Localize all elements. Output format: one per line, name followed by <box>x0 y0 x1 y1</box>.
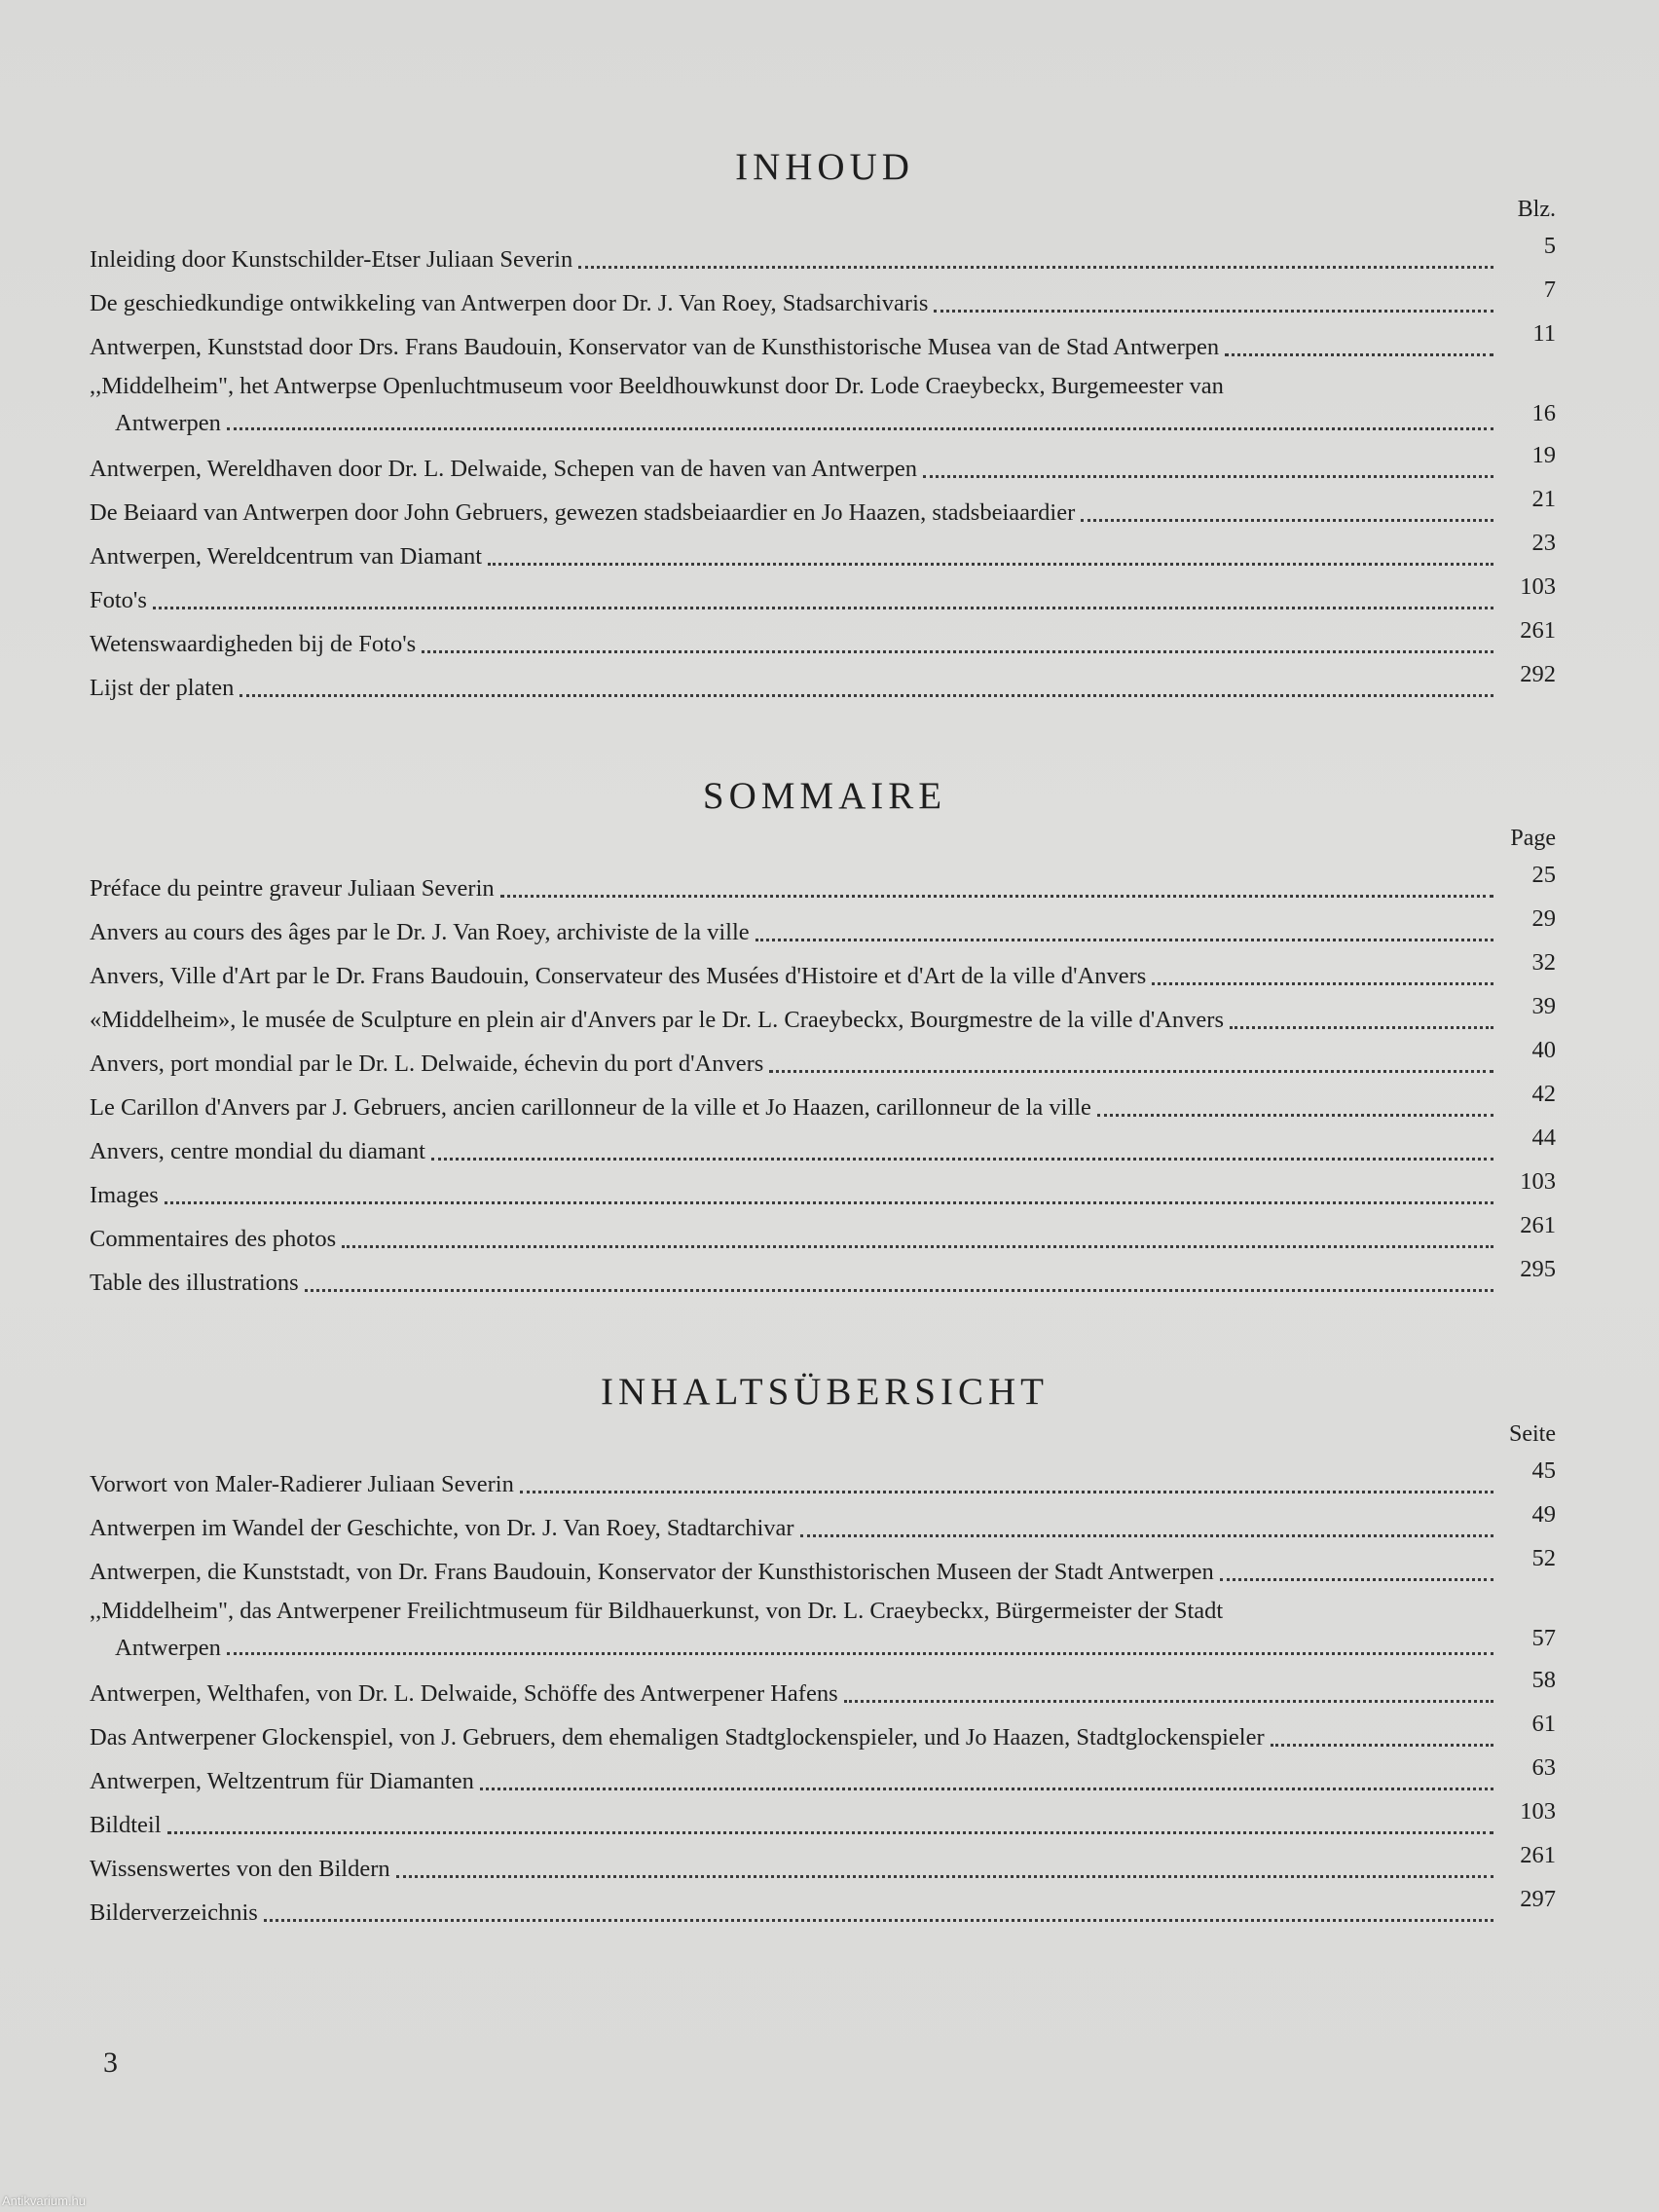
entry-title: Lijst der platen <box>90 675 235 701</box>
entry-page-number: 103 <box>1520 1168 1556 1195</box>
entry-title: Anvers au cours des âges par le Dr. J. Van Roey, archiviste de la ville <box>90 919 750 945</box>
entry-title: Foto's <box>90 587 147 613</box>
dot-leader <box>488 562 1493 566</box>
toc-entry <box>90 1842 1560 1891</box>
toc-entry <box>90 1886 1560 1935</box>
entry-title: Bilderverzeichnis <box>90 1899 258 1926</box>
dot-leader <box>431 1157 1493 1161</box>
dot-leader <box>167 1830 1494 1834</box>
entry-title: Bildteil <box>90 1812 162 1838</box>
entry-page-number: 25 <box>1531 862 1556 888</box>
toc-entry <box>90 1168 1560 1217</box>
toc-list <box>90 862 1560 1305</box>
entry-page-number: 11 <box>1532 320 1556 347</box>
dot-leader <box>396 1874 1493 1878</box>
toc-entry <box>90 486 1560 535</box>
entry-page-number: 52 <box>1531 1545 1556 1571</box>
entry-title: Antwerpen <box>115 410 221 436</box>
entry-page-number: 21 <box>1531 486 1556 512</box>
entry-title: Anvers, centre mondial du diamant <box>90 1138 425 1164</box>
dot-leader <box>500 894 1493 898</box>
dot-leader <box>1220 1577 1493 1581</box>
dot-leader <box>305 1288 1493 1292</box>
dot-leader <box>769 1069 1493 1073</box>
toc-list <box>90 1457 1560 1935</box>
entry-title: Antwerpen, die Kunststadt, von Dr. Frans Baudouin, Konservator der Kunsthistorischen Museen der Stadt Antwerpen <box>90 1559 1214 1585</box>
toc-entry <box>90 1081 1560 1129</box>
entry-title: Images <box>90 1182 159 1208</box>
dot-leader <box>240 693 1493 697</box>
dot-leader <box>227 426 1493 430</box>
dot-leader <box>1225 352 1493 356</box>
page-column-heading: Page <box>1510 826 1556 851</box>
toc-list <box>90 233 1560 710</box>
entry-page-number: 61 <box>1531 1711 1556 1737</box>
entry-page-number: 5 <box>1543 233 1556 259</box>
toc-entry <box>90 661 1560 710</box>
dot-leader <box>934 309 1493 313</box>
entry-title: Le Carillon d'Anvers par J. Gebruers, ancien carillonneur de la ville et Jo Haazen, carillonneur de la ville <box>90 1094 1091 1121</box>
entry-page-number: 103 <box>1520 1798 1556 1825</box>
dot-leader <box>342 1244 1493 1248</box>
entry-title: Antwerpen, Wereldhaven door Dr. L. Delwaide, Schepen van de haven van Antwerpen <box>90 456 918 482</box>
entry-page-number: 44 <box>1531 1124 1556 1151</box>
toc-entry <box>90 905 1560 954</box>
entry-page-number: 57 <box>1531 1625 1556 1651</box>
toc-entry <box>90 369 1560 447</box>
toc-entry <box>90 1667 1560 1715</box>
entry-title: Wissenswertes von den Bildern <box>90 1856 390 1882</box>
entry-page-number: 40 <box>1531 1037 1556 1063</box>
toc-section-inhoud <box>90 144 1560 710</box>
toc-entry <box>90 1798 1560 1847</box>
dot-leader <box>1152 981 1493 985</box>
toc-entry <box>90 530 1560 578</box>
toc-entry <box>90 1594 1560 1672</box>
entry-page-number: 261 <box>1520 1212 1556 1238</box>
entry-title-line1: ,,Middelheim", das Antwerpener Freilichtmuseum für Bildhauerkunst, von Dr. L. Craeybeckx, Bürgermeister der Stadt <box>90 1598 1224 1624</box>
toc-entry <box>90 1457 1560 1506</box>
entry-page-number: 58 <box>1531 1667 1556 1693</box>
toc-section-sommaire <box>90 773 1560 1305</box>
entry-page-number: 42 <box>1531 1081 1556 1107</box>
entry-page-number: 297 <box>1520 1886 1556 1912</box>
dot-leader <box>422 649 1493 653</box>
dot-leader <box>520 1490 1493 1493</box>
toc-entry <box>90 1256 1560 1305</box>
entry-page-number: 63 <box>1531 1754 1556 1781</box>
entry-page-number: 23 <box>1531 530 1556 556</box>
entry-page-number: 261 <box>1520 1842 1556 1868</box>
entry-title: Das Antwerpener Glockenspiel, von J. Gebruers, dem ehemaligen Stadtglockenspieler, und Jo Haazen, Stadtglockenspieler <box>90 1724 1265 1751</box>
toc-entry <box>90 442 1560 491</box>
entry-title: De geschiedkundige ontwikkeling van Antwerpen door Dr. J. Van Roey, Stadsarchivaris <box>90 290 929 316</box>
entry-title: Wetenswaardigheden bij de Foto's <box>90 631 417 657</box>
entry-title: Anvers, Ville d'Art par le Dr. Frans Baudouin, Conservateur des Musées d'Histoire et d'Art de la ville d'Anvers <box>90 963 1147 989</box>
toc-entry <box>90 1037 1560 1086</box>
entry-page-number: 49 <box>1531 1501 1556 1528</box>
dot-leader <box>480 1787 1493 1790</box>
entry-page-number: 295 <box>1520 1256 1556 1282</box>
entry-title: Table des illustrations <box>90 1270 299 1296</box>
entry-page-number: 29 <box>1531 905 1556 932</box>
toc-entry <box>90 1212 1560 1261</box>
entry-title: De Beiaard van Antwerpen door John Gebruers, gewezen stadsbeiaardier en Jo Haazen, stadsbeiaardier <box>90 499 1076 526</box>
entry-title: Antwerpen, Welthafen, von Dr. L. Delwaide, Schöffe des Antwerpener Hafens <box>90 1680 838 1707</box>
dot-leader <box>756 938 1493 941</box>
dot-leader <box>1271 1743 1493 1747</box>
entry-title: «Middelheim», le musée de Sculpture en plein air d'Anvers par le Dr. L. Craeybeckx, Bourgmestre de la ville d'Anvers <box>90 1007 1224 1033</box>
dot-leader <box>923 474 1493 478</box>
dot-leader <box>165 1200 1493 1204</box>
entry-title: Antwerpen, Wereldcentrum van Diamant <box>90 543 483 570</box>
entry-page-number: 16 <box>1531 400 1556 426</box>
entry-title: Inleiding door Kunstschilder-Etser Juliaan Severin <box>90 246 573 273</box>
dot-leader <box>1081 518 1493 522</box>
dot-leader <box>227 1651 1493 1655</box>
toc-entry <box>90 1501 1560 1550</box>
dot-leader <box>844 1699 1493 1703</box>
page-column-heading: Seite <box>1509 1421 1556 1447</box>
toc-entry <box>90 233 1560 281</box>
entry-title: Vorwort von Maler-Radierer Juliaan Severin <box>90 1471 514 1497</box>
toc-entry <box>90 276 1560 325</box>
page-number: 3 <box>103 2046 118 2079</box>
entry-title: Antwerpen, Kunststad door Drs. Frans Baudouin, Konservator van de Kunsthistorische Musea van de Stad Antwerpen <box>90 334 1220 360</box>
toc-entry <box>90 949 1560 998</box>
section-title: INHOUD <box>735 146 914 188</box>
toc-entry <box>90 320 1560 369</box>
entry-title: Antwerpen, Weltzentrum für Diamanten <box>90 1768 474 1794</box>
dot-leader <box>264 1918 1493 1922</box>
entry-page-number: 45 <box>1531 1457 1556 1484</box>
toc-entry <box>90 993 1560 1042</box>
dot-leader <box>800 1533 1493 1537</box>
dot-leader <box>1230 1025 1493 1029</box>
watermark: Antikvarium.hu <box>2 2194 86 2208</box>
page-column-heading: Blz. <box>1517 197 1556 222</box>
entry-title: Commentaires des photos <box>90 1226 337 1252</box>
toc-entry <box>90 1711 1560 1759</box>
entry-page-number: 103 <box>1520 573 1556 600</box>
toc-entry <box>90 573 1560 622</box>
entry-page-number: 261 <box>1520 617 1556 644</box>
dot-leader <box>153 606 1493 609</box>
entry-title: Antwerpen <box>115 1635 221 1661</box>
dot-leader <box>1097 1113 1493 1117</box>
entry-page-number: 19 <box>1531 442 1556 468</box>
section-title: SOMMAIRE <box>702 775 947 817</box>
entry-title: Anvers, port mondial par le Dr. L. Delwaide, échevin du port d'Anvers <box>90 1051 764 1077</box>
entry-page-number: 39 <box>1531 993 1556 1019</box>
toc-entry <box>90 617 1560 666</box>
toc-entry <box>90 1545 1560 1594</box>
entry-page-number: 7 <box>1543 276 1556 303</box>
toc-entry <box>90 1754 1560 1803</box>
toc-entry <box>90 1124 1560 1173</box>
entry-title: Préface du peintre graveur Juliaan Severin <box>90 875 495 902</box>
dot-leader <box>578 265 1493 269</box>
section-title: INHALTSÜBERSICHT <box>601 1371 1049 1413</box>
toc-section-inhaltsuebersicht <box>90 1369 1560 1935</box>
entry-title-line1: ,,Middelheim", het Antwerpse Openluchtmuseum voor Beeldhouwkunst door Dr. Lode Craeybeckx, Burgemeester van <box>90 373 1224 399</box>
toc-entry <box>90 862 1560 910</box>
entry-page-number: 292 <box>1520 661 1556 687</box>
entry-page-number: 32 <box>1531 949 1556 976</box>
entry-title: Antwerpen im Wandel der Geschichte, von Dr. J. Van Roey, Stadtarchivar <box>90 1515 794 1541</box>
